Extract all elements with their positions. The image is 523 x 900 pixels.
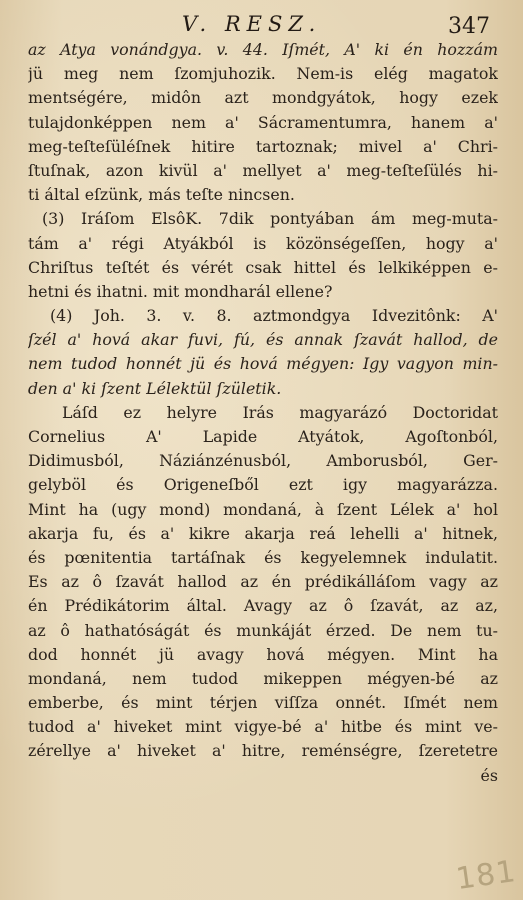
text-line: jü meg nem ſzomjuhozik. Nem-is elég magatok: [28, 64, 498, 84]
page-number: 347: [448, 14, 490, 39]
text-line: mondaná, nem tudod mikeppen mégyen-bé az: [28, 668, 498, 688]
text-line: gelyböl és Origeneſből ezt igy magyarázza.: [28, 475, 498, 495]
text-line: tudod a' hiveket mint vigye-bé a' hitbe és mint ve-: [28, 717, 498, 737]
body-text: [28, 38, 498, 788]
text-line: tám a' régi Atyákból is közönségeſſen, hogy a': [28, 233, 498, 253]
text-line: dod honnét jü avagy hová mégyen. Mint ha: [28, 644, 498, 664]
text-line: Didimusból, Náziánzénusból, Amborusból, Ger-: [28, 451, 498, 471]
text-line: ſtuſnak, azon kivül a' mellyet a' meg-teſteſülés hi-: [28, 160, 498, 180]
text-line: és pœnitentia tartáſnak és kegyelemnek indulatit.: [28, 547, 498, 567]
text-line: ti által eſzünk, más teſte nincsen.: [28, 185, 295, 205]
text-line: akarja fu, és a' kikre akarja reá lehelli a' hitnek,: [28, 523, 498, 543]
text-line: ſzél a' hová akar fuvi, fú, és annak ſzavát hallod, de: [28, 330, 498, 350]
text-line: (3) Iráſom ElsôK. 7dik pontyában ám meg-muta-: [42, 209, 498, 229]
text-line: Láſd ez helyre Irás magyarázó Doctoridat: [62, 402, 498, 422]
text-line: meg-teſteſüléſnek hitire tartoznak; mivel a' Chri-: [28, 136, 498, 156]
text-line: (4) Joh. 3. v. 8. aztmondgya Idvezitônk: A': [50, 306, 498, 326]
text-line: den a' ki ſzent Lélektül ſzületik.: [28, 378, 282, 398]
text-line: az ô hathatóságát és munkáját érzed. De nem tu-: [28, 620, 498, 640]
text-line: mentségére, midôn azt mondgyátok, hogy ezek: [28, 88, 498, 108]
text-line: nem tudod honnét jü és hová mégyen: Igy vagyon min-: [28, 354, 498, 374]
text-line: Cornelius A' Lapide Atyátok, Agoſtonból,: [28, 427, 498, 446]
text-line: zérellye a' hiveket a' hitre, reménségre, ſzeretetre: [28, 741, 498, 761]
text-line: Mint ha (ugy mond) mondaná, à ſzent Lélek a' hol: [28, 499, 498, 519]
catchword: és: [480, 765, 498, 785]
text-line: emberbe, és mint térjen viſſza onnét. Iſmét nem: [28, 693, 498, 713]
text-line: az Atya vonándgya. v. 44. Iſmét, A' ki én hozzám: [28, 40, 498, 59]
running-head: V. RESZ.: [182, 12, 322, 36]
text-line: hetni és ihatni. mit mondharál ellene?: [28, 281, 333, 301]
text-line: tulajdonképpen nem a' Sácramentumra, hanem a': [28, 112, 498, 132]
text-line: Es az ô ſzavát hallod az én prédikálláſom vagy az: [28, 572, 498, 592]
handwritten-folio-number: 181: [453, 853, 519, 898]
text-line: én Prédikátorim által. Avagy az ô ſzavát, az az,: [28, 596, 498, 616]
page-header: [0, 8, 523, 42]
text-line: Chriſtus teſtét és vérét csak hittel és lelkiképpen e-: [28, 257, 498, 277]
